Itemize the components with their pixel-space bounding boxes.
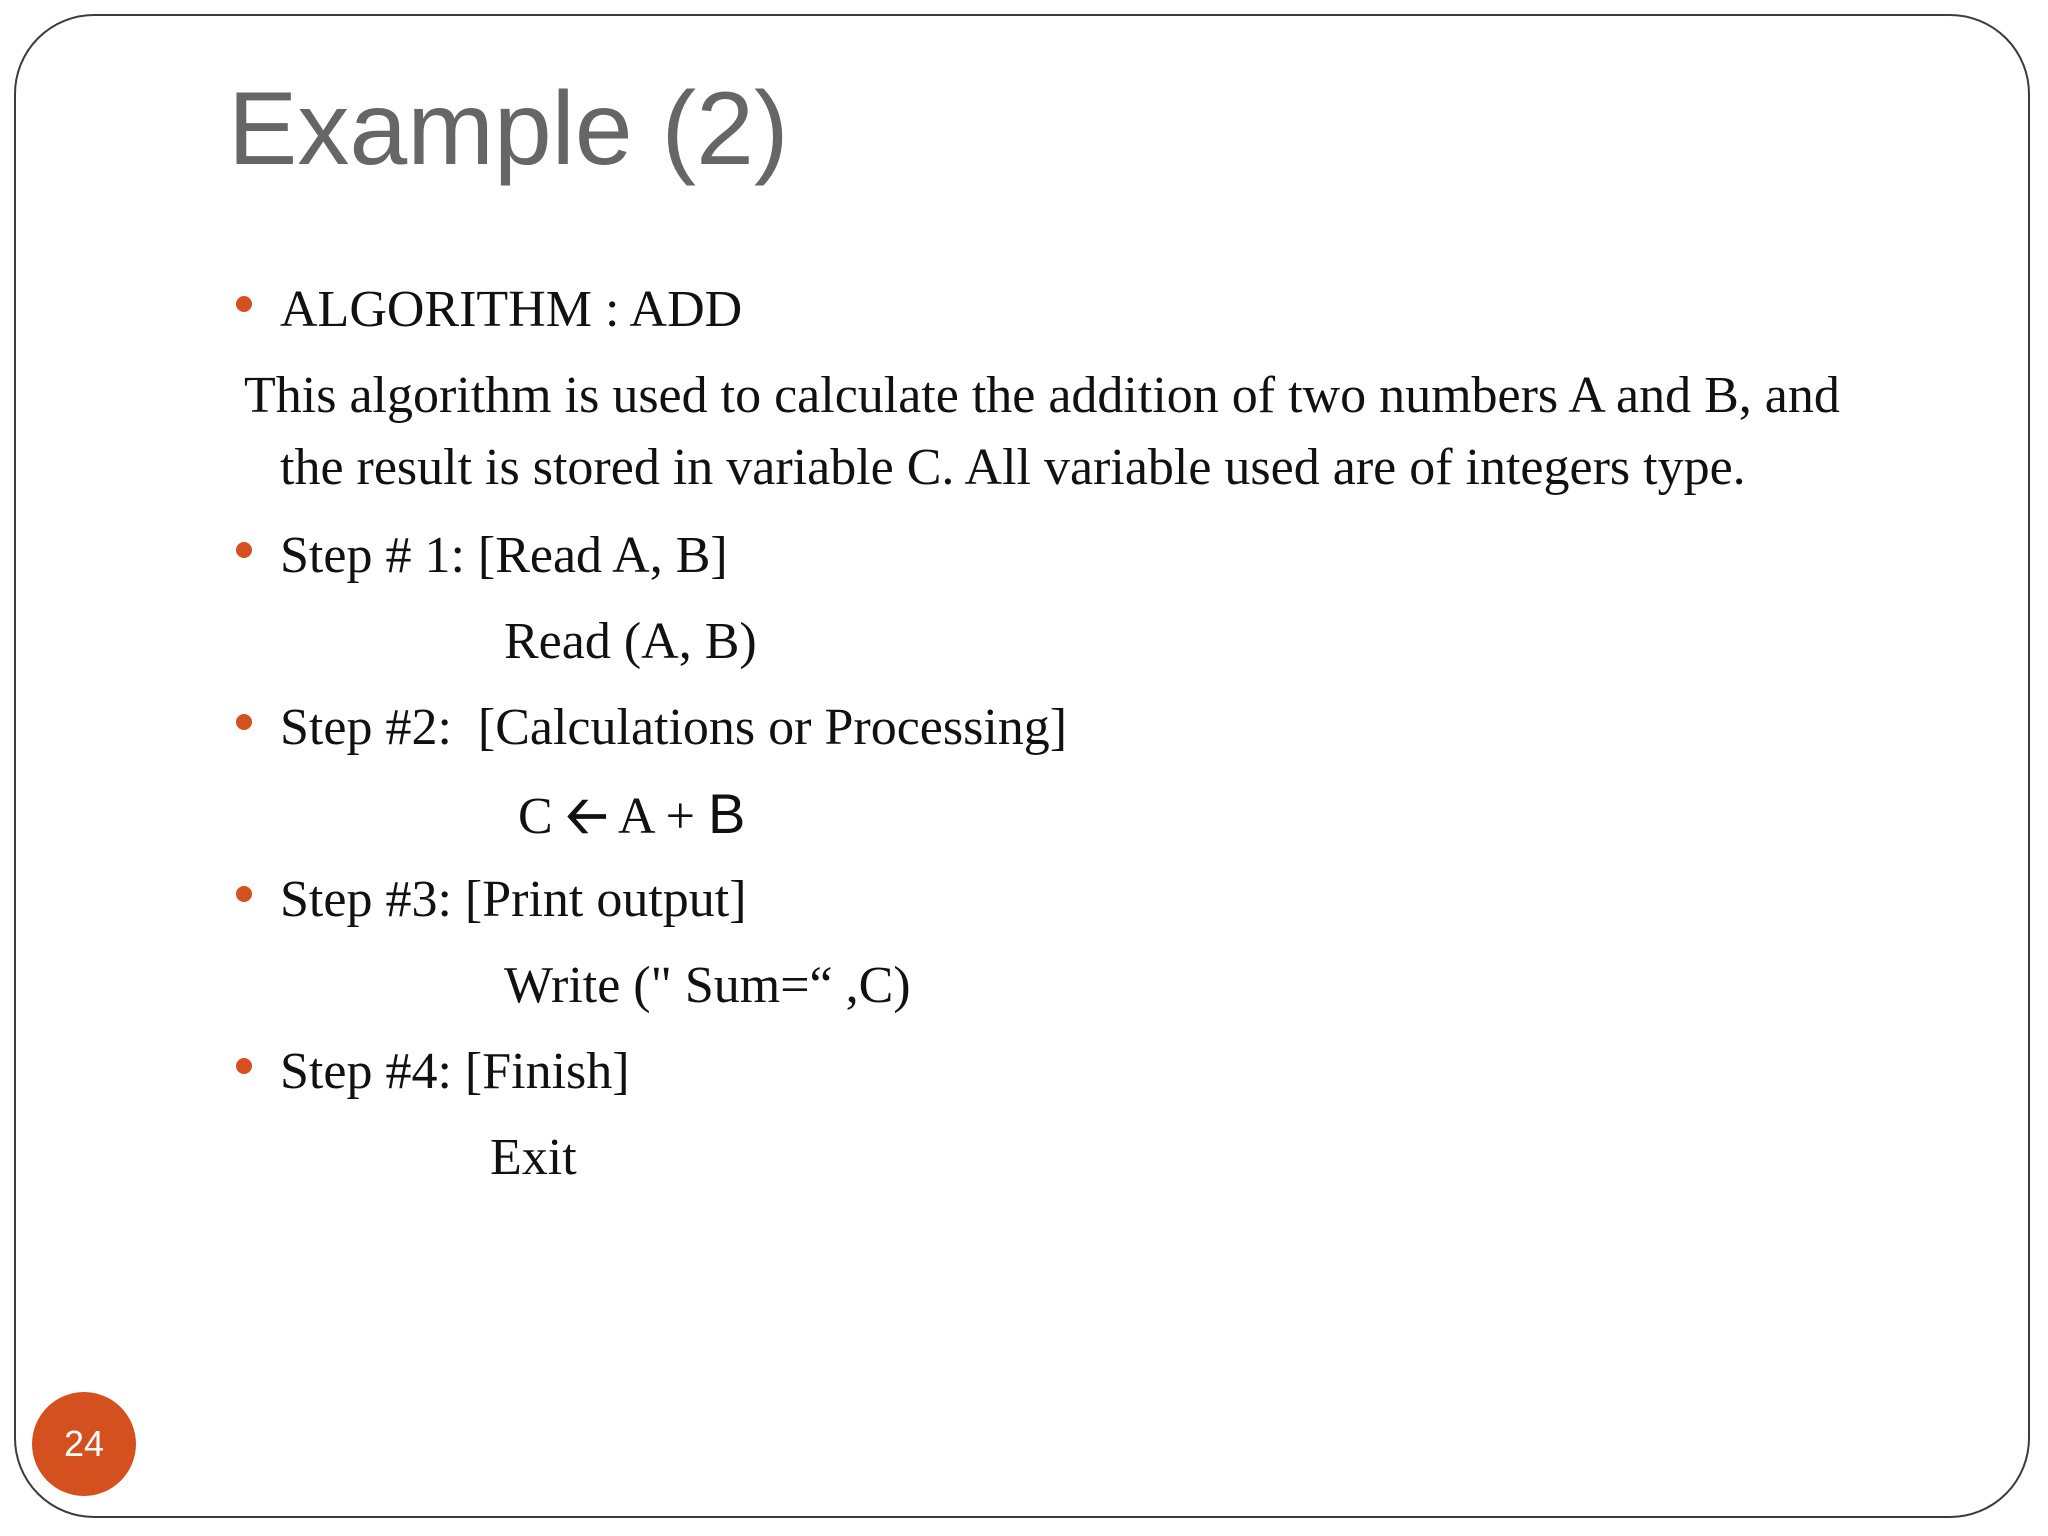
assignment-target: C xyxy=(518,788,566,845)
operand-b: B xyxy=(707,782,746,845)
step-3-detail: Write (" Sum=“ ,C) xyxy=(504,957,911,1014)
step-4-label: Step #4: [Finish] xyxy=(280,1043,630,1100)
description-line-2: the result is stored in variable C. All variable used are of integers type. xyxy=(280,439,1746,496)
slide-title: Example (2) xyxy=(228,71,789,187)
bullet-dot xyxy=(236,1058,252,1074)
assignment-expression: A + xyxy=(607,788,708,845)
left-arrow-icon: 🡠 xyxy=(565,786,608,846)
step-2-detail xyxy=(518,782,745,849)
step-2-label: Step #2: [Calculations or Processing] xyxy=(280,699,1068,756)
bullet-dot xyxy=(236,542,252,558)
step-1-label: Step # 1: [Read A, B] xyxy=(280,527,728,584)
description-line-1: This algorithm is used to calculate the addition of two numbers A and B, and xyxy=(244,367,1840,424)
algorithm-heading: ALGORITHM : ADD xyxy=(280,281,743,338)
bullet-dot xyxy=(236,296,252,312)
page-number: 24 xyxy=(63,1423,105,1464)
slide-frame xyxy=(14,14,2030,1518)
bullet-dot xyxy=(236,714,252,730)
page-number-badge xyxy=(32,1392,136,1496)
step-4-detail: Exit xyxy=(490,1129,577,1186)
step-3-label: Step #3: [Print output] xyxy=(280,871,747,928)
bullet-dot xyxy=(236,886,252,902)
step-1-detail: Read (A, B) xyxy=(504,613,757,670)
